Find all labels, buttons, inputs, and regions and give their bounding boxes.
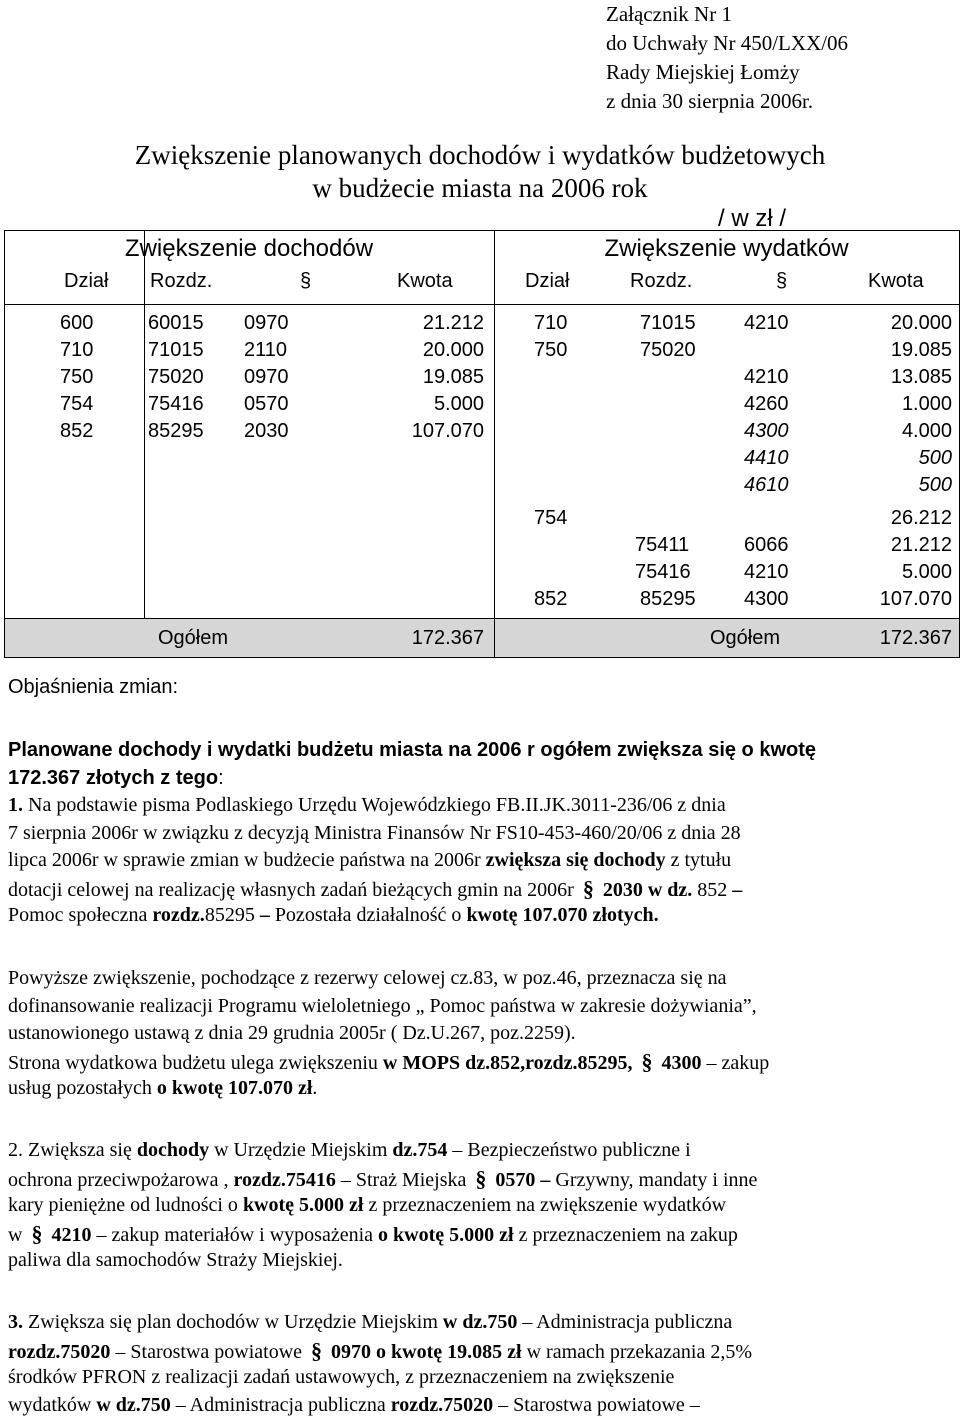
text-span: – Starostwa powiatowe –	[493, 1393, 700, 1416]
text-span: w ramach przekazania 2,5%	[521, 1340, 753, 1363]
bold-span: rozdz.	[152, 904, 205, 926]
text-span: 85295	[204, 904, 260, 926]
bold-span: kwotę 5.000 zł	[242, 1194, 364, 1216]
attachment-line: Rady Miejskiej Łomży	[606, 60, 800, 84]
text-span: – Bezpieczeństwo publiczne i	[447, 1139, 691, 1161]
text-span: – Starostwa powiatowe	[110, 1340, 308, 1363]
paragraph-line	[8, 1048, 952, 1076]
bold-span: o kwotę 107.070 zł	[156, 1077, 313, 1099]
paragraph-line: ustanowionego ustawą z dnia 29 grudnia 2005r ( Dz.U.267, poz.2259).	[8, 1022, 576, 1044]
bold-span: rozdz.75020	[390, 1393, 494, 1416]
expense-section-header: Zwiększenie wydatków	[604, 235, 849, 262]
point-2-line: paliwa dla samochodów Straży Miejskiej.	[8, 1249, 343, 1271]
table-rule	[4, 618, 960, 619]
text-span: 2. Zwiększa się	[8, 1139, 137, 1161]
point-1-line	[8, 792, 952, 820]
expense-dzial: 750	[534, 339, 568, 361]
expense-dzial: 754	[534, 507, 568, 529]
text-span: Na podstawie pisma Podlaskiego Urzędu Wojewódzkiego FB.II.JK.3011-236/06 z dnia	[23, 794, 726, 816]
bold-span: w dz.750	[96, 1393, 171, 1416]
bold-span: 2030 w dz.	[597, 878, 693, 901]
col-header-dzial: Dział	[525, 270, 570, 292]
explanations-label: Objaśnienia zmian:	[8, 676, 179, 698]
bold-span: w dz.750	[442, 1311, 518, 1333]
income-kwota: 21.212	[422, 312, 484, 334]
table-rule	[494, 230, 495, 658]
expense-dzial: 710	[534, 312, 568, 334]
text-span: Pomoc społeczna	[8, 904, 153, 926]
col-header-dzial: Dział	[64, 270, 109, 292]
income-paragraph: 2030	[244, 420, 289, 442]
income-rozdz: 85295	[148, 420, 204, 442]
col-header-paragraph: §	[776, 270, 788, 292]
point-2-line	[8, 1137, 952, 1165]
income-paragraph: 2110	[244, 339, 288, 361]
bold-span: dochody	[136, 1139, 210, 1161]
text-span: lipca 2006r w sprawie zmian w budżecie państwa na 2006r	[8, 849, 486, 871]
bold-span: 4210	[46, 1223, 92, 1246]
table-rule	[4, 230, 5, 658]
text-span: w Urzędzie Miejskim	[209, 1139, 393, 1161]
point-1-line	[8, 902, 952, 930]
attachment-line: z dnia 30 sierpnia 2006r.	[606, 89, 814, 113]
expense-rozdz: 71015	[640, 312, 696, 334]
income-kwota: 107.070	[411, 420, 484, 442]
bold-span: 4300	[656, 1051, 702, 1074]
income-dzial: 750	[60, 366, 94, 388]
point-1-line	[8, 875, 952, 903]
point-number: 1.	[8, 794, 23, 816]
expense-paragraph: 4410	[744, 447, 789, 469]
income-dzial: 852	[60, 420, 94, 442]
expense-paragraph: 4610	[744, 474, 789, 496]
text-span: – Straż Miejska	[335, 1168, 472, 1191]
text-span: Strona wydatkowa budżetu ulega zwiększeniu	[8, 1051, 383, 1074]
expense-rozdz: 75411	[635, 534, 690, 556]
summary-line: Planowane dochody i wydatki budżetu miasta na 2006 r ogółem zwiększa się o kwotę	[8, 739, 817, 761]
attachment-line: do Uchwały Nr 450/LXX/06	[606, 31, 849, 55]
point-3-line	[8, 1392, 952, 1420]
expense-dzial: 852	[534, 588, 568, 610]
summary-colon: :	[218, 766, 224, 789]
expense-paragraph: 4300	[744, 420, 789, 442]
expense-kwota: 500	[918, 474, 952, 496]
explanation-body	[8, 737, 952, 930]
paragraph-sign: §	[641, 1048, 653, 1074]
income-dzial: 754	[60, 393, 94, 415]
bold-span: rozdz.75020	[8, 1340, 111, 1363]
expense-paragraph: 4300	[744, 588, 789, 610]
income-rozdz: 75416	[148, 393, 204, 415]
text-span: – zakup materiałów i wyposażenia	[91, 1223, 379, 1246]
table-rule	[4, 230, 960, 231]
paragraph-line	[8, 1075, 952, 1103]
text-span: kary pieniężne od ludności o	[8, 1194, 243, 1216]
paragraph-sign: §	[311, 1337, 323, 1363]
paragraph-sign: §	[31, 1220, 43, 1246]
text-span: Grzywny, mandaty i inne	[550, 1168, 758, 1191]
bold-span: 0570 –	[490, 1168, 551, 1191]
paragraph-line: Powyższe zwiększenie, pochodzące z rezerwy celowej cz.83, w poz.46, przeznacza się na	[8, 967, 727, 989]
bold-span: w MOPS dz.852,rozdz.85295,	[382, 1051, 638, 1074]
expense-rozdz: 75020	[640, 339, 696, 361]
income-dzial: 710	[60, 339, 94, 361]
expense-kwota: 5.000	[901, 561, 952, 583]
table-rule	[4, 657, 960, 658]
bold-span: dz.754	[392, 1139, 448, 1161]
expense-kwota: 21.212	[890, 534, 952, 556]
income-rozdz: 75020	[148, 366, 204, 388]
bold-span: zwiększa się dochody	[485, 849, 666, 871]
income-kwota: 19.085	[422, 366, 484, 388]
expense-kwota: 4.000	[901, 420, 952, 442]
income-kwota: 5.000	[433, 393, 484, 415]
text-span: dotacji celowej na realizację własnych zadań bieżących gmin na 2006r	[8, 878, 579, 901]
income-total-value: 172.367	[411, 627, 484, 649]
text-span: ochrona przeciwpożarowa ,	[8, 1168, 234, 1191]
expense-kwota: 107.070	[879, 588, 952, 610]
expense-paragraph: 6066	[744, 534, 789, 556]
paragraph-line: dofinansowanie realizacji Programu wieloletniego „ Pomoc państwa w zakresie dożywiania”,	[8, 994, 757, 1017]
summary-line	[8, 765, 952, 793]
text-span: wydatków	[8, 1393, 97, 1416]
text-span: z przeznaczeniem na zakup	[513, 1223, 738, 1246]
expense-total-value: 172.367	[879, 627, 952, 649]
bold-span: 0970 o kwotę 19.085 zł	[326, 1340, 522, 1363]
expense-kwota: 26.212	[890, 507, 952, 529]
document-title-line-2: w budżecie miasta na 2006 rok	[312, 173, 648, 203]
col-header-rozdz: Rozdz.	[630, 270, 693, 292]
explanation-body	[8, 1137, 952, 1275]
expense-kwota: 1.000	[901, 393, 952, 415]
income-section-header: Zwiększenie dochodów	[124, 235, 374, 262]
text-span: – Administracja publiczna	[517, 1311, 733, 1333]
income-dzial: 600	[60, 312, 94, 334]
point-3-line: środków PFRON z realizacji zadań ustawowych, z przeznaczeniem na zwiększenie	[8, 1366, 675, 1388]
point-1-line: 7 sierpnia 2006r w związku z decyzją Ministra Finansów Nr FS10-453-460/20/06 z dnia 28	[8, 821, 741, 844]
unit-label: / w zł /	[718, 205, 787, 232]
point-2-line	[8, 1220, 952, 1248]
text-span: Zwiększa się plan dochodów w Urzędzie Miejskim	[23, 1311, 443, 1333]
point-3-line	[8, 1337, 952, 1365]
expense-paragraph: 4210	[744, 561, 789, 583]
expense-kwota: 19.085	[890, 339, 952, 361]
income-paragraph: 0570	[244, 393, 289, 415]
income-rozdz: 71015	[148, 339, 204, 361]
income-paragraph: 0970	[244, 312, 289, 334]
col-header-kwota: Kwota	[397, 270, 453, 292]
expense-rozdz: 75416	[635, 561, 691, 583]
col-header-paragraph: §	[300, 270, 312, 292]
point-3-line	[8, 1309, 952, 1337]
explanation-body	[8, 965, 952, 1103]
paragraph-sign: §	[475, 1165, 487, 1191]
attachment-line: Załącznik Nr 1	[606, 2, 732, 26]
budget-table	[4, 230, 960, 658]
document-title-line-1: Zwiększenie planowanych dochodów i wydatków budżetowych	[134, 140, 826, 170]
col-header-rozdz: Rozdz.	[150, 270, 213, 292]
text-span: z tytułu	[665, 849, 732, 871]
table-rule	[144, 230, 145, 618]
point-2-line	[8, 1192, 952, 1220]
text-span: Pozostała działalność o	[269, 904, 467, 926]
point-2-line	[8, 1165, 952, 1193]
text-span: – zakup	[701, 1051, 770, 1074]
point-1-line	[8, 847, 952, 875]
expense-rozdz: 85295	[640, 588, 696, 610]
explanation-body	[8, 1309, 952, 1419]
expense-total-label: Ogółem	[710, 627, 781, 649]
expense-paragraph: 4210	[744, 366, 789, 388]
expense-kwota: 13.085	[890, 366, 952, 388]
text-span: z przeznaczeniem na zwiększenie wydatków	[363, 1194, 727, 1216]
expense-kwota: 500	[918, 447, 952, 469]
attachment-header	[606, 0, 848, 116]
text-span: 852	[692, 878, 733, 901]
bold-span: kwotę 107.070 złotych.	[466, 904, 659, 926]
text-span: w	[8, 1223, 28, 1246]
text-span: usług pozostałych	[8, 1077, 157, 1099]
col-header-kwota: Kwota	[868, 270, 924, 292]
expense-kwota: 20.000	[890, 312, 952, 334]
bold-span: rozdz.75416	[233, 1168, 336, 1191]
expense-paragraph: 4260	[744, 393, 789, 415]
income-paragraph: 0970	[244, 366, 289, 388]
income-kwota: 20.000	[422, 339, 484, 361]
income-rozdz: 60015	[148, 312, 204, 334]
bold-span: o kwotę 5.000 zł	[378, 1223, 514, 1246]
text-span: – Administracja publiczna	[170, 1393, 391, 1416]
dash: –	[259, 904, 270, 926]
income-total-label: Ogółem	[158, 627, 229, 649]
paragraph-sign: §	[582, 875, 594, 901]
text-span: .	[312, 1077, 318, 1099]
dash: –	[732, 878, 743, 901]
point-number: 3.	[8, 1311, 23, 1333]
table-rule	[4, 304, 960, 305]
expense-paragraph: 4210	[744, 312, 789, 334]
summary-amount: 172.367 złotych z tego	[8, 766, 219, 789]
